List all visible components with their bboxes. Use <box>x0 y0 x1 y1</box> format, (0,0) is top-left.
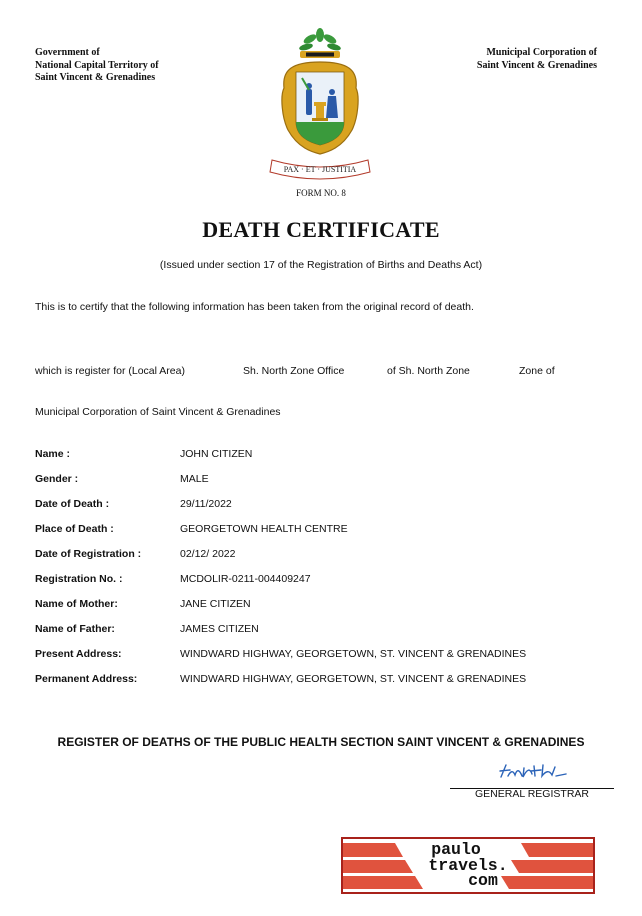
document-title: DEATH CERTIFICATE <box>202 217 440 242</box>
field-value-registration-no: MCDOLIR-0211-004409247 <box>180 573 311 585</box>
registrar-label: GENERAL REGISTRAR <box>475 788 589 800</box>
crest-motto: PAX · ET · JUSTITIA <box>283 165 357 174</box>
registrar-signature <box>498 762 568 782</box>
header-right-line: Municipal Corporation of <box>486 47 597 58</box>
watermark-line: travels. <box>428 855 508 875</box>
coat-of-arms <box>262 26 378 182</box>
header-left-line: National Capital Territory of <box>35 59 159 71</box>
field-label-date-of-registration: Date of Registration : <box>35 548 142 560</box>
field-label-date-of-death: Date of Death : <box>35 498 110 510</box>
field-label-permanent-address: Permanent Address: <box>35 673 138 685</box>
header-left <box>35 47 159 85</box>
field-value-date-of-registration: 02/12/ 2022 <box>180 548 236 560</box>
field-label-gender: Gender : <box>35 473 79 485</box>
register-footer-title: REGISTER OF DEATHS OF THE PUBLIC HEALTH SECTION SAINT VINCENT & GRENADINES <box>57 735 585 749</box>
header-right-line: Saint Vincent & Grenadines <box>476 59 597 71</box>
field-label-name-of-mother: Name of Mother: <box>35 598 118 610</box>
register-line-office: Sh. North Zone Office <box>243 365 345 377</box>
header-right <box>477 47 597 72</box>
field-value-permanent-address: WINDWARD HIGHWAY, GEORGETOWN, ST. VINCENT & GRENADINES <box>180 673 527 685</box>
register-line-zone-of: Zone of <box>519 365 555 377</box>
form-number: FORM NO. 8 <box>296 188 346 198</box>
watermark-line: com <box>468 871 498 890</box>
header-left-line: Government of <box>35 47 100 58</box>
field-label-present-address: Present Address: <box>35 648 122 660</box>
field-value-name: JOHN CITIZEN <box>180 448 253 460</box>
document-subtitle: (Issued under section 17 of the Registration of Births and Deaths Act) <box>159 259 483 271</box>
header-left-line: Saint Vincent & Grenadines <box>35 72 156 83</box>
field-label-place-of-death: Place of Death : <box>35 523 114 535</box>
crest-leaves <box>298 28 341 52</box>
field-label-registration-no: Registration No. : <box>35 573 123 585</box>
certification-text: This is to certify that the following information has been taken from the original record of death. <box>35 301 474 313</box>
field-label-name: Name : <box>35 448 71 460</box>
register-line-local-area: which is register for (Local Area) <box>35 365 185 377</box>
watermark-logo <box>341 837 595 894</box>
watermark-line: paulo <box>431 840 481 859</box>
field-value-date-of-death: 29/11/2022 <box>180 498 232 510</box>
field-value-gender: MALE <box>180 473 209 485</box>
field-label-name-of-father: Name of Father: <box>35 623 115 635</box>
field-value-name-of-father: JAMES CITIZEN <box>180 623 259 635</box>
field-value-name-of-mother: JANE CITIZEN <box>180 598 251 610</box>
field-value-present-address: WINDWARD HIGHWAY, GEORGETOWN, ST. VINCENT & GRENADINES <box>180 648 527 660</box>
field-value-place-of-death: GEORGETOWN HEALTH CENTRE <box>180 523 348 535</box>
register-line-zone: of Sh. North Zone <box>387 365 470 377</box>
watermark-text <box>343 842 593 889</box>
municipality-line: Municipal Corporation of Saint Vincent & Grenadines <box>35 406 281 418</box>
